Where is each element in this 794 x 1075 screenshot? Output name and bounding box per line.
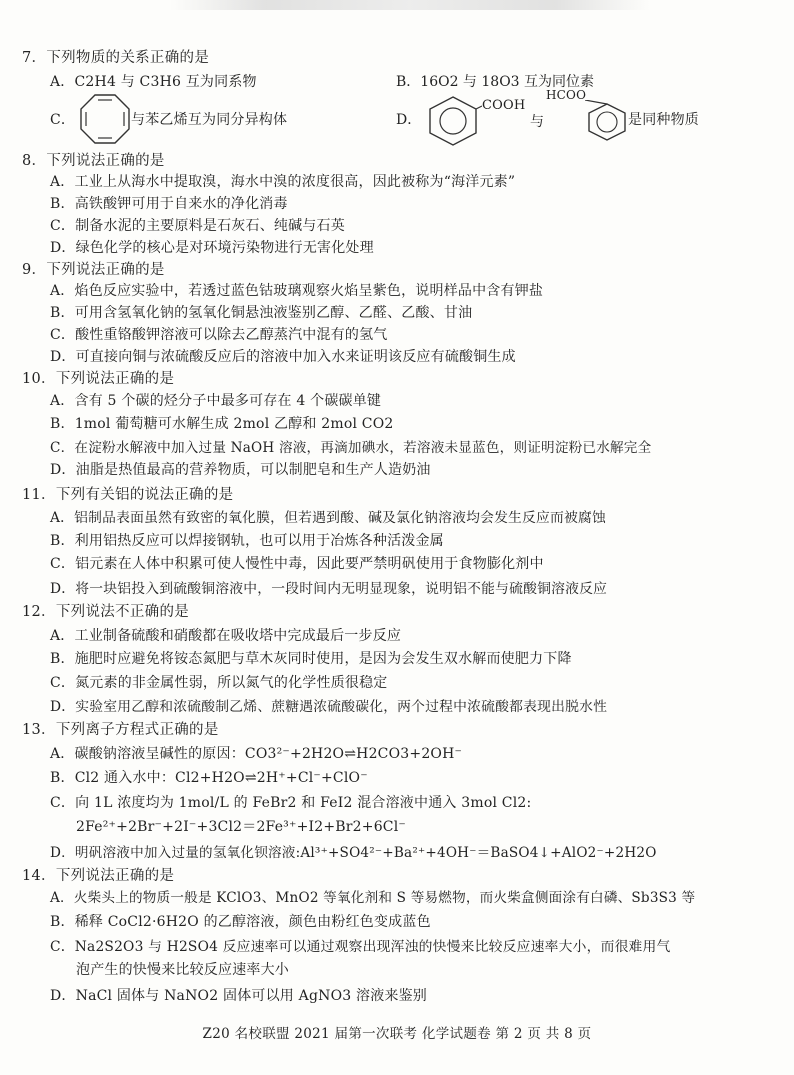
question-14-option-c: C．Na2S2O3 与 H2SO4 反应速率可以通过观察出现浑浊的快慢来比较反应速率大小，而很难用气 bbox=[50, 939, 671, 955]
cyclooctatetraene-structure-icon bbox=[76, 92, 134, 146]
question-14-option-a: A．火柴头上的物质一般是 KClO3、MnO2 等氧化剂和 S 等易燃物，而火柴盒侧面涂有白磷、Sb3S3 等 bbox=[50, 890, 696, 906]
question-7-option-d-with: 与 bbox=[530, 114, 545, 130]
question-9-option-b: B．可用含氢氧化钠的氢氧化铜悬浊液鉴别乙醇、乙醛、乙酸、甘油 bbox=[50, 305, 473, 321]
question-13-stem: 13．下列离子方程式正确的是 bbox=[22, 722, 219, 738]
question-13-option-c-equation: 2Fe²⁺+2Br⁻+2I⁻+3Cl2＝2Fe³⁺+I2+Br2+6Cl⁻ bbox=[76, 819, 406, 835]
question-7-option-b: B．16O2 与 18O3 互为同位素 bbox=[396, 74, 595, 90]
question-12-option-b: B．施肥时应避免将铵态氮肥与草木灰同时使用，是因为会发生双水解而使肥力下降 bbox=[50, 651, 572, 667]
question-13-option-b: B．Cl2 通入水中：Cl2+H2O⇌2H⁺+Cl⁻+ClO⁻ bbox=[50, 770, 368, 786]
question-12-option-a: A．工业制备硫酸和硝酸都在吸收塔中完成最后一步反应 bbox=[50, 628, 402, 644]
page-footer: Z20 名校联盟 2021 届第一次联考 化学试题卷 第 2 页 共 8 页 bbox=[202, 1026, 592, 1042]
question-11-option-a: A．铝制品表面虽然有致密的氧化膜，但若遇到酸、碱及氯化钠溶液均会发生反应而被腐蚀 bbox=[50, 510, 607, 526]
question-8-option-d: D．绿色化学的核心是对环境污染物进行无害化处理 bbox=[50, 240, 374, 256]
question-8-option-a: A．工业上从海水中提取溴，海水中溴的浓度很高，因此被称为“海洋元素” bbox=[50, 174, 516, 190]
question-7-stem: 7．下列物质的关系正确的是 bbox=[22, 50, 210, 66]
question-7-cooh-label: COOH bbox=[482, 98, 526, 113]
question-13-option-a: A．碳酸钠溶液呈碱性的原因：CO3²⁻+2H2O⇌H2CO3+2OH⁻ bbox=[50, 746, 463, 762]
question-8-stem: 8．下列说法正确的是 bbox=[22, 153, 165, 169]
question-9-option-c: C．酸性重铬酸钾溶液可以除去乙醇蒸汽中混有的氢气 bbox=[50, 327, 388, 343]
question-10-option-c: C．在淀粉水解液中加入过量 NaOH 溶液，再滴加碘水，若溶液未显蓝色，则证明淀粉已水解完全 bbox=[50, 440, 652, 456]
question-10-option-b: B．1mol 葡萄糖可水解生成 2mol 乙醇和 2mol CO2 bbox=[50, 416, 394, 432]
question-13-option-c: C．向 1L 浓度均为 1mol/L 的 FeBr2 和 FeI2 混合溶液中通入 3mol Cl2: bbox=[50, 795, 532, 811]
question-13-option-d: D．明矾溶液中加入过量的氢氧化钡溶液:Al³⁺+SO4²⁻+Ba²⁺+4OH⁻＝BaSO4↓+AlO2⁻+2H2O bbox=[50, 845, 657, 861]
question-10-option-d: D．油脂是热值最高的营养物质，可以制肥皂和生产人造奶油 bbox=[50, 462, 431, 478]
phenyl-formate-ring-icon bbox=[585, 100, 629, 142]
question-8-option-c: C．制备水泥的主要原料是石灰石、纯碱与石英 bbox=[50, 218, 345, 234]
question-11-stem: 11．下列有关铝的说法正确的是 bbox=[22, 487, 234, 503]
question-14-stem: 14．下列说法正确的是 bbox=[22, 868, 175, 884]
question-9-option-a: A．焰色反应实验中，若透过蓝色钴玻璃观察火焰呈紫色，说明样品中含有钾盐 bbox=[50, 283, 544, 299]
question-14-option-d: D．NaCl 固体与 NaNO2 固体可以用 AgNO3 溶液来鉴别 bbox=[50, 988, 427, 1004]
question-8-option-b: B．高铁酸钾可用于自来水的净化消毒 bbox=[50, 196, 288, 212]
question-12-option-c: C．氮元素的非金属性弱，所以氮气的化学性质很稳定 bbox=[50, 675, 388, 691]
question-9-stem: 9．下列说法正确的是 bbox=[22, 262, 165, 278]
question-9-option-d: D．可直接向铜与浓硫酸反应后的溶液中加入水来证明该反应有硫酸铜生成 bbox=[50, 349, 516, 365]
benzoic-acid-ring-icon bbox=[424, 94, 482, 146]
question-10-stem: 10．下列说法正确的是 bbox=[22, 371, 175, 387]
question-7-option-a: A．C2H4 与 C3H6 互为同系物 bbox=[50, 74, 257, 90]
question-12-option-d: D．实验室用乙醇和浓硫酸制乙烯、蔗糖遇浓硫酸碳化，两个过程中浓硫酸都表现出脱水性 bbox=[50, 699, 608, 715]
question-7-option-c-prefix: C． bbox=[50, 112, 76, 128]
question-14-option-c-continued: 泡产生的快慢来比较反应速率大小 bbox=[76, 962, 289, 978]
question-7-hcoo-label: HCOO bbox=[546, 88, 587, 102]
scan-header-artifact bbox=[170, 0, 650, 10]
question-7-option-c-text: 与苯乙烯互为同分异构体 bbox=[131, 112, 288, 128]
question-7-option-d-prefix: D． bbox=[396, 112, 422, 128]
question-11-option-b: B．利用铝热反应可以焊接钢轨，也可以用于冶炼各种活泼金属 bbox=[50, 533, 444, 549]
question-11-option-d: D．将一块铝投入到硫酸铜溶液中，一段时间内无明显现象，说明铝不能与硫酸铜溶液反应 bbox=[50, 581, 608, 597]
question-7-option-d-text: 是同种物质 bbox=[628, 112, 699, 128]
question-11-option-c: C．铝元素在人体中积累可使人慢性中毒，因此要严禁明矾使用于食物膨化剂中 bbox=[50, 556, 544, 572]
question-10-option-a: A．含有 5 个碳的烃分子中最多可存在 4 个碳碳单键 bbox=[50, 393, 382, 409]
question-12-stem: 12．下列说法不正确的是 bbox=[22, 604, 190, 620]
question-14-option-b: B．稀释 CoCl2·6H2O 的乙醇溶液，颜色由粉红色变成蓝色 bbox=[50, 914, 431, 930]
